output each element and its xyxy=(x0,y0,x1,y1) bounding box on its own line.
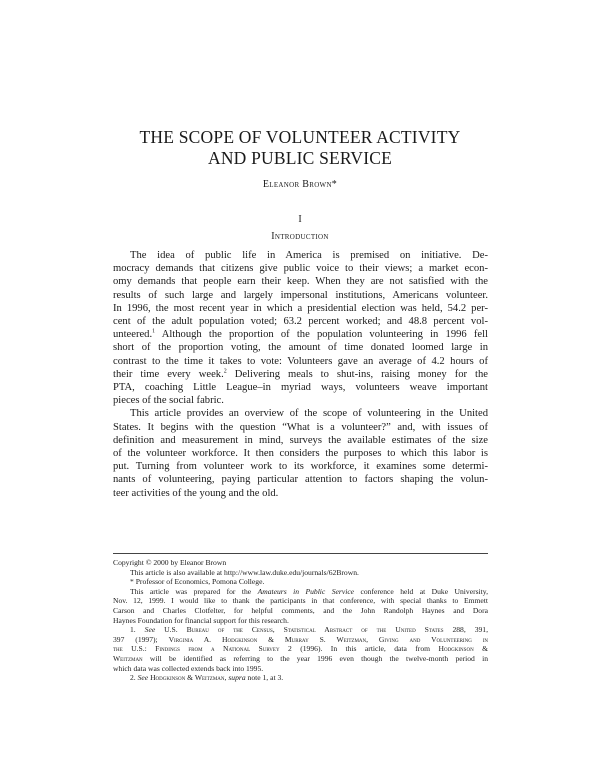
citation-pages: 397 (1997); xyxy=(113,634,158,644)
body-line: teer activities of the young and the old. xyxy=(113,487,279,499)
footnote-1-line xyxy=(113,635,488,645)
body-line: short of the proportion voting, the amount of time donated loomed large in xyxy=(113,342,488,354)
footnote-text: note 1, at 3. xyxy=(247,673,284,683)
body-text xyxy=(113,249,488,500)
footnote-divider xyxy=(113,553,488,554)
signal-supra: supra xyxy=(228,673,246,683)
footnote-marker-1[interactable]: 1 xyxy=(152,328,156,335)
article-title xyxy=(0,127,600,169)
title-line-1: THE SCOPE OF VOLUNTEER ACTIVITY xyxy=(139,127,461,147)
citation-pages: 288, 391, xyxy=(452,625,488,635)
acknowledgment-line xyxy=(113,587,488,597)
author-name: Eleanor Brown* xyxy=(262,179,338,190)
body-line: cent of the adult population voted; 63.2 percent worked; and 48.8 percent vol- xyxy=(113,316,488,328)
footnote-number: 2. xyxy=(130,673,136,683)
body-fragment: Delivering meals to shut-ins, raising money for the xyxy=(234,368,488,380)
ack-text: This article was prepared for the xyxy=(130,586,252,596)
body-line: States. It begins with the question “What is a volunteer?” and, with issues of xyxy=(113,421,488,433)
conference-name: Amateurs in Public Service xyxy=(257,586,355,596)
citation-source: Virginia A. Hodgkinson & Murray S. Weitzman, Giving and Volunteering in xyxy=(168,634,488,644)
footnote-2-line xyxy=(113,673,488,683)
body-fragment: Although the proportion of the population volunteering in 1996 fell xyxy=(161,329,488,341)
section-number: I xyxy=(298,214,302,225)
acknowledgment-line: Carson and Charles Clotfelter, for helpful comments, and the John Randolph Haynes and Dora xyxy=(113,605,488,615)
footnote-text: 2 (1996). In this article, data from xyxy=(288,644,431,654)
body-line: definition and measurement in mind, surveys the available estimates of the size xyxy=(113,434,488,446)
author-affiliation: * Professor of Economics, Pomona College. xyxy=(130,577,265,587)
footnotes xyxy=(113,558,488,683)
acknowledgment-line: Nov. 12, 1999. I would like to thank the participants in that conference, with special thanks to Emmett xyxy=(113,596,488,606)
signal-see: See xyxy=(137,673,149,683)
title-line-2: AND PUBLIC SERVICE xyxy=(207,148,393,168)
body-fragment: their time every week. xyxy=(113,368,224,380)
footnote-marker-2[interactable]: 2 xyxy=(223,368,227,375)
footnote-1-line xyxy=(113,644,488,654)
body-fragment: unteered. xyxy=(113,329,153,341)
body-line: In 1996, the most recent year in which a presidential election was held, 54.2 per- xyxy=(113,302,488,314)
footnote-1-line xyxy=(113,654,488,664)
body-line: mocracy demands that citizens give public voice to their views; a market econ- xyxy=(113,263,488,275)
body-line: nants of volunteering, paying particular attention to factors shaping the volun- xyxy=(113,474,488,486)
availability-line: This article is also available at http://www.law.duke.edu/journals/62Brown. xyxy=(130,567,359,577)
body-line: of the volunteer workforce. It then considers the purposes to which this labor is xyxy=(113,448,488,460)
copyright-line: Copyright © 2000 by Eleanor Brown xyxy=(113,558,227,567)
body-line-with-footnote xyxy=(113,368,488,381)
body-line-with-footnote xyxy=(113,328,488,341)
body-line: PTA, coaching Little League–in myriad ways, volunteers weave important xyxy=(113,382,488,394)
citation-source: Hodgkinson & xyxy=(438,644,488,654)
citation-source: the U.S.: Findings from a National Survey xyxy=(113,644,280,654)
body-line: This article provides an overview of the scope of volunteering in the United xyxy=(130,408,488,420)
section-title: Introduction xyxy=(271,231,329,242)
footnote-1-line xyxy=(113,625,488,635)
body-line: The idea of public life in America is premised on initiative. De- xyxy=(130,250,488,261)
citation-source: U.S. Bureau of the Census, Statistical Abstract of the United States xyxy=(164,625,444,635)
citation-source: Hodgkinson & Weitzman, xyxy=(150,673,227,683)
footnote-number: 1. xyxy=(130,625,136,635)
ack-text: conference held at Duke University, xyxy=(360,586,488,596)
acknowledgment-line: Haynes Foundation for financial support for this research. xyxy=(113,615,289,625)
footnote-text: will be identified as referring to the year 1996 even though the twelve-month period in xyxy=(149,653,488,663)
footnote-1-line: which data was collected extends back into 1995. xyxy=(113,663,264,673)
body-line: pieces of the social fabric. xyxy=(113,395,224,407)
body-line: results of such large and largely impersonal institutions, Americans volunteer. xyxy=(113,289,488,301)
body-line: put. Turning from volunteer work to its workforce, it examines some determi- xyxy=(113,461,488,473)
body-line: contrast to the time it takes to vote: Volunteers gave an average of 4.2 hours of xyxy=(113,355,488,367)
signal-see: See xyxy=(144,625,156,635)
citation-source: Weitzman xyxy=(113,653,143,663)
body-line: omy demands that people earn their keep. When they are not satisfied with the xyxy=(113,276,488,288)
